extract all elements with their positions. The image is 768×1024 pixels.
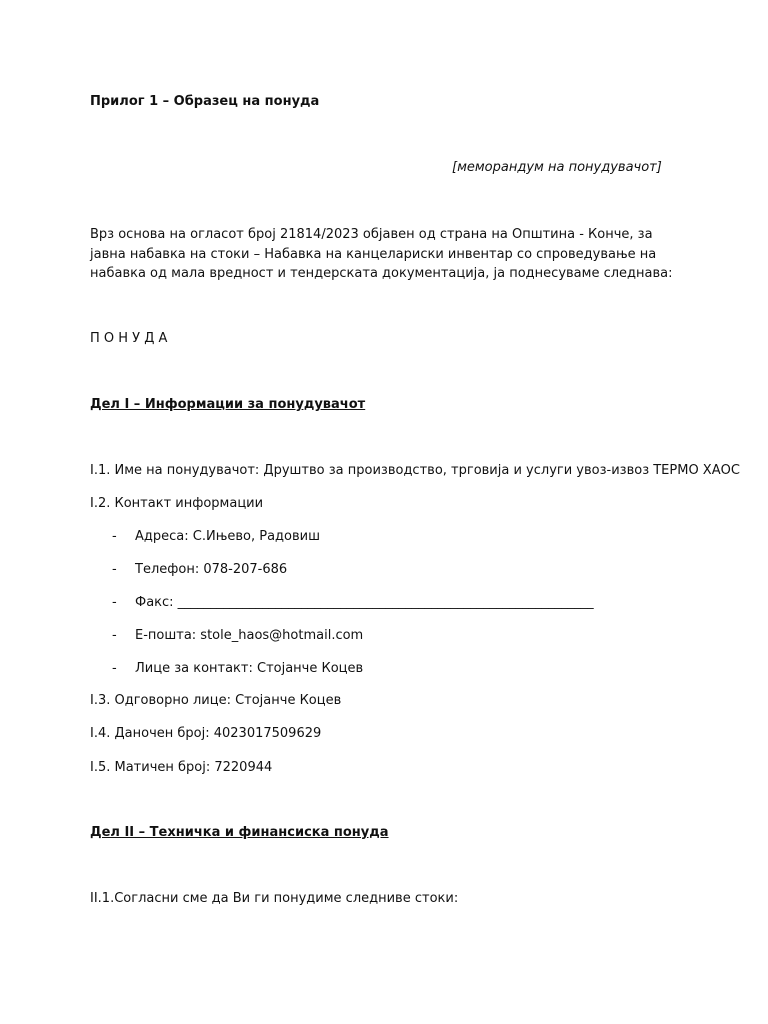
- offer-heading: П О Н У Д А: [90, 331, 168, 346]
- tax-number: I.4. Даночен број: 4023017509629: [90, 726, 322, 741]
- document-title: Прилог 1 – Образец на понуда: [90, 94, 320, 109]
- contact-fax: Факс: ________________________________________________________________: [135, 595, 594, 610]
- contact-info-heading: I.2. Контакт информации: [90, 496, 264, 511]
- bullet-marker: -: [112, 628, 117, 643]
- contact-email: Е-пошта: stole_haos@hotmail.com: [135, 628, 364, 643]
- contact-phone: Телефон: 078-207-686: [135, 562, 288, 577]
- part1-heading: Дел I – Информации за понудувачот: [90, 397, 366, 412]
- contact-person: Лице за контакт: Стојанче Коцев: [135, 661, 364, 676]
- bullet-marker: -: [112, 529, 117, 544]
- intro-paragraph: Врз основа на огласот број 21814/2023 објавен од страна на Општина - Конче, за јавна набавка на стоки – Набавка на канцелариски инвентар со спроведување на набавка од мала вредност и тендерската документација, ја поднесуваме следнава:: [90, 227, 673, 281]
- registration-number: I.5. Матичен број: 7220944: [90, 760, 273, 775]
- memorandum-placeholder: [меморандум на понудувачот]: [452, 160, 662, 175]
- contact-address: Адреса: С.Ињево, Радовиш: [135, 529, 321, 544]
- part2-heading: Дел II – Техничка и финансиска понуда: [90, 825, 389, 840]
- bidder-name: I.1. Име на понудувачот: Друштво за производство, трговија и услуги увоз-извоз ТЕРМО ХАОС: [90, 463, 740, 478]
- bullet-marker: -: [112, 562, 117, 577]
- bullet-marker: -: [112, 595, 117, 610]
- bullet-marker: -: [112, 661, 117, 676]
- responsible-person: I.3. Одговорно лице: Стојанче Коцев: [90, 693, 342, 708]
- goods-offer-line: II.1.Согласни сме да Ви ги понудиме следниве стоки:: [90, 891, 459, 906]
